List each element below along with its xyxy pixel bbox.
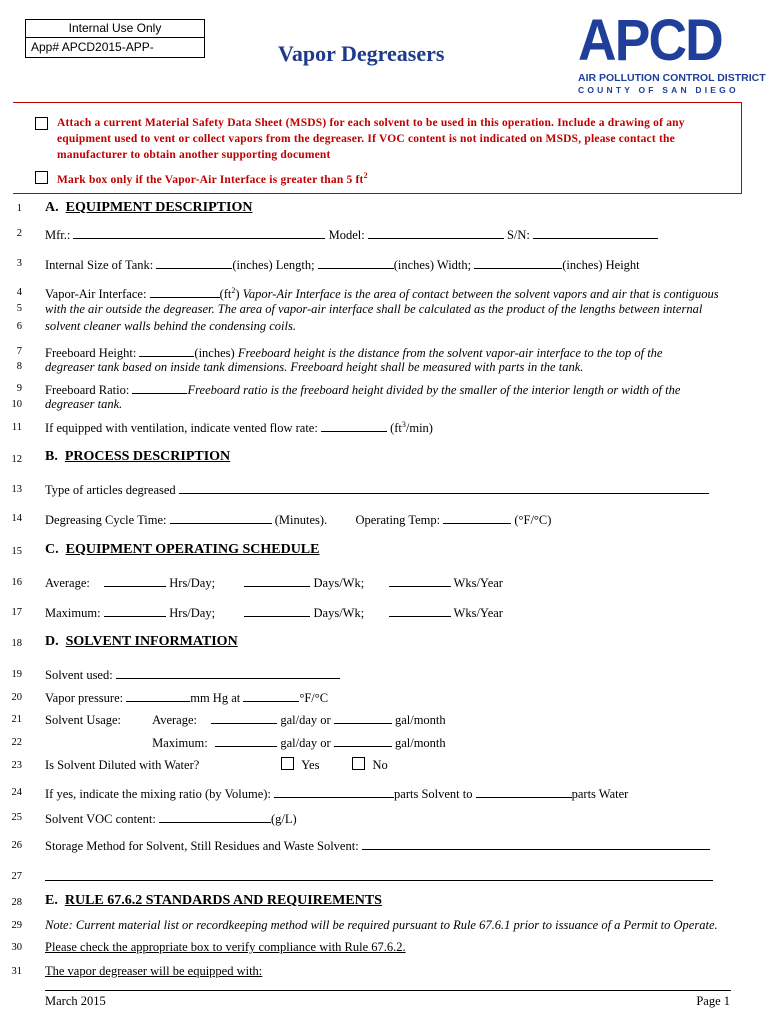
usage-avg-month-field[interactable] xyxy=(334,711,392,724)
fb-ratio-desc: Freeboard ratio is the freeboard height divided by the smaller of the interior length or width of the xyxy=(187,383,681,397)
rule-equipped: The vapor degreaser will be equipped with: xyxy=(45,964,263,978)
line-number: 6 xyxy=(16,321,22,332)
usage-maximum-label: Maximum: xyxy=(152,736,208,750)
avg-hrs-field[interactable] xyxy=(104,574,166,587)
line-number: 11 xyxy=(11,422,22,433)
row-vapor-pressure xyxy=(45,689,730,706)
line-number: 5 xyxy=(16,303,22,314)
mfr-label: Mfr.: xyxy=(45,228,71,242)
section-title: PROCESS DESCRIPTION xyxy=(64,449,231,464)
no-checkbox[interactable] xyxy=(352,757,365,770)
internal-size-label: Internal Size of Tank: xyxy=(45,258,154,272)
fb-ratio-desc-2: degreaser tank. xyxy=(45,397,123,411)
vai-desc-2: with the air outside the degreaser. The area of vapor-air interface shall be calculated as the product of the lengths between internal xyxy=(45,302,703,316)
voc-field[interactable] xyxy=(159,810,271,823)
section-title: RULE 67.6.2 STANDARDS AND REQUIREMENTS xyxy=(64,893,382,908)
vapor-air-checkbox[interactable] xyxy=(35,171,48,184)
length-label: (inches) Length; xyxy=(232,258,315,272)
sn-field[interactable] xyxy=(533,226,658,239)
fc-label: °F/°C xyxy=(299,691,329,705)
line-number: 13 xyxy=(11,484,22,495)
vapor-temp-field[interactable] xyxy=(243,689,299,702)
parts-water-label: parts Water xyxy=(571,787,629,801)
row-internal-size xyxy=(45,256,730,273)
fb-height-unit: (inches) xyxy=(194,346,235,360)
footer-rule xyxy=(45,990,731,991)
usage-average-label: Average: xyxy=(152,713,198,727)
notice-line-1: Attach a current Material Safety Data Sheet (MSDS) for each solvent to be used in this operation. Include a drawing of any xyxy=(57,117,685,129)
vai-desc: Vapor-Air Interface is the area of contact between the solvent vapors and air that is contiguous xyxy=(242,287,719,301)
section-c-heading xyxy=(45,542,730,558)
section-title: SOLVENT INFORMATION xyxy=(65,634,238,649)
no-label: No xyxy=(372,758,388,772)
line-number: 28 xyxy=(11,897,22,908)
section-letter: D. xyxy=(45,634,59,649)
width-label: (inches) Width; xyxy=(393,258,472,272)
line-number: 4 xyxy=(16,287,22,298)
vai-sup: 2 xyxy=(231,285,236,295)
line-number: 19 xyxy=(11,669,22,680)
fb-ratio-field[interactable] xyxy=(132,381,187,394)
row-mixing-ratio xyxy=(45,785,730,802)
line-number: 10 xyxy=(11,399,22,410)
usage-max-month-field[interactable] xyxy=(334,734,392,747)
line-number: 23 xyxy=(11,760,22,771)
op-temp-label: Operating Temp: xyxy=(355,513,441,527)
row-freeboard-ratio xyxy=(45,381,730,398)
row-articles xyxy=(45,481,730,498)
line-number: 30 xyxy=(11,942,22,953)
line-number: 9 xyxy=(16,383,22,394)
section-letter: E. xyxy=(45,893,58,908)
days-label: Days/Wk; xyxy=(313,606,365,620)
galmonth-label: gal/month xyxy=(394,713,446,727)
line-number: 2 xyxy=(16,228,22,239)
apcd-logo xyxy=(578,8,766,98)
height-label: (inches) Height xyxy=(562,258,640,272)
fb-ratio-label: Freeboard Ratio: xyxy=(45,383,130,397)
height-field[interactable] xyxy=(474,256,562,269)
usage-max-day-field[interactable] xyxy=(215,734,277,747)
vapor-pressure-label: Vapor pressure: xyxy=(45,691,124,705)
internal-use-label: Internal Use Only xyxy=(26,20,204,38)
row-cycle xyxy=(45,511,730,528)
mmhg-label: mm Hg at xyxy=(190,691,241,705)
vent-label: If equipped with ventilation, indicate vented flow rate: xyxy=(45,421,318,435)
solvent-used-label: Solvent used: xyxy=(45,668,113,682)
section-title: EQUIPMENT OPERATING SCHEDULE xyxy=(65,542,320,557)
max-wks-field[interactable] xyxy=(389,604,451,617)
yes-label: Yes xyxy=(301,758,320,772)
row-vent xyxy=(45,419,730,436)
fb-height-desc: Freeboard height is the distance from the solvent vapor-air interface to the top of the xyxy=(237,346,663,360)
line-number: 31 xyxy=(11,966,22,977)
articles-field[interactable] xyxy=(179,481,709,494)
cycle-field[interactable] xyxy=(170,511,272,524)
cycle-label: Degreasing Cycle Time: xyxy=(45,513,167,527)
articles-label: Type of articles degreased xyxy=(45,483,176,497)
length-field[interactable] xyxy=(156,256,232,269)
line-number: 7 xyxy=(16,346,22,357)
footer-page: Page 1 xyxy=(696,994,730,1008)
msds-checkbox[interactable] xyxy=(35,117,48,130)
max-days-field[interactable] xyxy=(244,604,310,617)
row-maximum-schedule xyxy=(45,604,730,621)
maximum-label: Maximum: xyxy=(45,606,101,620)
app-number: App# APCD2015-APP- xyxy=(31,40,154,54)
row-manufacturer xyxy=(45,226,730,243)
line-number: 18 xyxy=(11,638,22,649)
ratio-solvent-field[interactable] xyxy=(274,785,394,798)
usage-label: Solvent Usage: xyxy=(45,713,122,727)
galmonth-label: gal/month xyxy=(394,736,446,750)
vai-field[interactable] xyxy=(150,285,220,298)
line-number: 27 xyxy=(11,871,22,882)
vai-label: Vapor-Air Interface: xyxy=(45,287,147,301)
ratio-water-field[interactable] xyxy=(476,785,572,798)
section-letter: A. xyxy=(45,200,59,215)
rule-note: Note: Current material list or recordkeeping method will be required pursuant to Rule 67.6.1 prior to issuance of a Permit to Operate. xyxy=(45,918,718,932)
section-title: EQUIPMENT DESCRIPTION xyxy=(65,200,253,215)
section-letter: C. xyxy=(45,542,59,557)
storage-field[interactable] xyxy=(362,837,710,850)
line-number: 24 xyxy=(11,787,22,798)
max-hrs-field[interactable] xyxy=(104,604,166,617)
notice-line-4 xyxy=(57,171,368,186)
minutes-label: (Minutes). xyxy=(274,513,328,527)
row-voc xyxy=(45,810,730,827)
notice-sup: 2 xyxy=(363,171,368,180)
mfr-field[interactable] xyxy=(73,226,325,239)
storage-label: Storage Method for Solvent, Still Residues and Waste Solvent: xyxy=(45,839,359,853)
galday-label: gal/day or xyxy=(280,736,331,750)
line-number: 1 xyxy=(16,203,22,214)
vent-unit: (ft xyxy=(390,421,402,435)
voc-label: Solvent VOC content: xyxy=(45,812,156,826)
row-usage-average xyxy=(45,711,730,728)
internal-use-box xyxy=(25,19,205,58)
section-e-heading xyxy=(45,893,730,909)
vent-unit-close: /min) xyxy=(405,421,433,435)
row-average-schedule xyxy=(45,574,730,591)
logo-text: APCD xyxy=(578,8,722,73)
vapor-pressure-field[interactable] xyxy=(126,689,190,702)
line-number: 3 xyxy=(16,258,22,269)
section-letter: B. xyxy=(45,449,58,464)
vent-field[interactable] xyxy=(321,419,387,432)
notice-line-4-text: Mark box only if the Vapor-Air Interface is greater than 5 ft xyxy=(57,173,364,186)
avg-days-field[interactable] xyxy=(244,574,310,587)
vai-unit: (ft xyxy=(219,287,232,301)
storage-field-2[interactable] xyxy=(45,880,713,881)
notice-box xyxy=(13,102,742,194)
line-number: 17 xyxy=(11,607,22,618)
days-label: Days/Wk; xyxy=(313,576,365,590)
wks-label: Wks/Year xyxy=(453,576,503,590)
fb-height-field[interactable] xyxy=(139,344,194,357)
wks-label: Wks/Year xyxy=(453,606,503,620)
row-usage-maximum xyxy=(45,734,730,751)
galday-label: gal/day or xyxy=(280,713,331,727)
row-freeboard-height xyxy=(45,344,730,361)
logo-sub1: AIR POLLUTION CONTROL DISTRICT xyxy=(578,72,766,84)
notice-line-3: manufacturer to obtain another supporting document xyxy=(57,149,331,161)
hrs-label: Hrs/Day; xyxy=(169,576,216,590)
logo-sub2: COUNTY OF SAN DIEGO xyxy=(578,85,739,95)
voc-unit: (g/L) xyxy=(271,812,297,826)
vai-unit-close: ) xyxy=(235,287,240,301)
op-temp-field[interactable] xyxy=(443,511,511,524)
avg-wks-field[interactable] xyxy=(389,574,451,587)
row-solvent-used xyxy=(45,666,730,683)
row-vapor-air xyxy=(45,285,730,302)
footer-date: March 2015 xyxy=(45,994,106,1008)
section-a-heading xyxy=(45,200,730,216)
ratio-label: If yes, indicate the mixing ratio (by Volume): xyxy=(45,787,271,801)
line-number: 12 xyxy=(11,454,22,465)
line-number: 20 xyxy=(11,692,22,703)
parts-solvent-label: parts Solvent to xyxy=(394,787,473,801)
line-number: 26 xyxy=(11,840,22,851)
line-number: 8 xyxy=(16,361,22,372)
vent-sup: 3 xyxy=(401,419,406,429)
width-field[interactable] xyxy=(318,256,394,269)
row-storage xyxy=(45,837,730,854)
average-label: Average: xyxy=(45,576,90,590)
line-number: 29 xyxy=(11,920,22,931)
usage-avg-day-field[interactable] xyxy=(211,711,277,724)
hrs-label: Hrs/Day; xyxy=(169,606,216,620)
rule-check: Please check the appropriate box to verify compliance with Rule 67.6.2. xyxy=(45,940,406,954)
line-number: 16 xyxy=(11,577,22,588)
page-title: Vapor Degreasers xyxy=(278,41,445,66)
section-b-heading xyxy=(45,449,730,465)
line-number: 15 xyxy=(11,546,22,557)
line-number: 22 xyxy=(11,737,22,748)
line-number: 21 xyxy=(11,714,22,725)
notice-line-2: equipment used to vent or collect vapors from the degreaser. If VOC content is not indicated on MSDS, please contact the xyxy=(57,133,675,145)
line-number: 25 xyxy=(11,812,22,823)
vai-desc-3: solvent cleaner walls behind the condensing coils. xyxy=(45,319,296,333)
yes-checkbox[interactable] xyxy=(281,757,294,770)
model-label: Model: xyxy=(328,228,365,242)
op-temp-unit: (°F/°C) xyxy=(514,513,552,527)
sn-label: S/N: xyxy=(506,228,530,242)
row-diluted xyxy=(45,757,730,773)
model-field[interactable] xyxy=(368,226,504,239)
fb-height-desc-2: degreaser tank based on inside tank dimensions. Freeboard height shall be measured with parts in the tank. xyxy=(45,360,584,374)
line-number: 14 xyxy=(11,513,22,524)
solvent-used-field[interactable] xyxy=(116,666,340,679)
section-d-heading xyxy=(45,634,730,650)
fb-height-label: Freeboard Height: xyxy=(45,346,137,360)
diluted-label: Is Solvent Diluted with Water? xyxy=(45,758,200,772)
